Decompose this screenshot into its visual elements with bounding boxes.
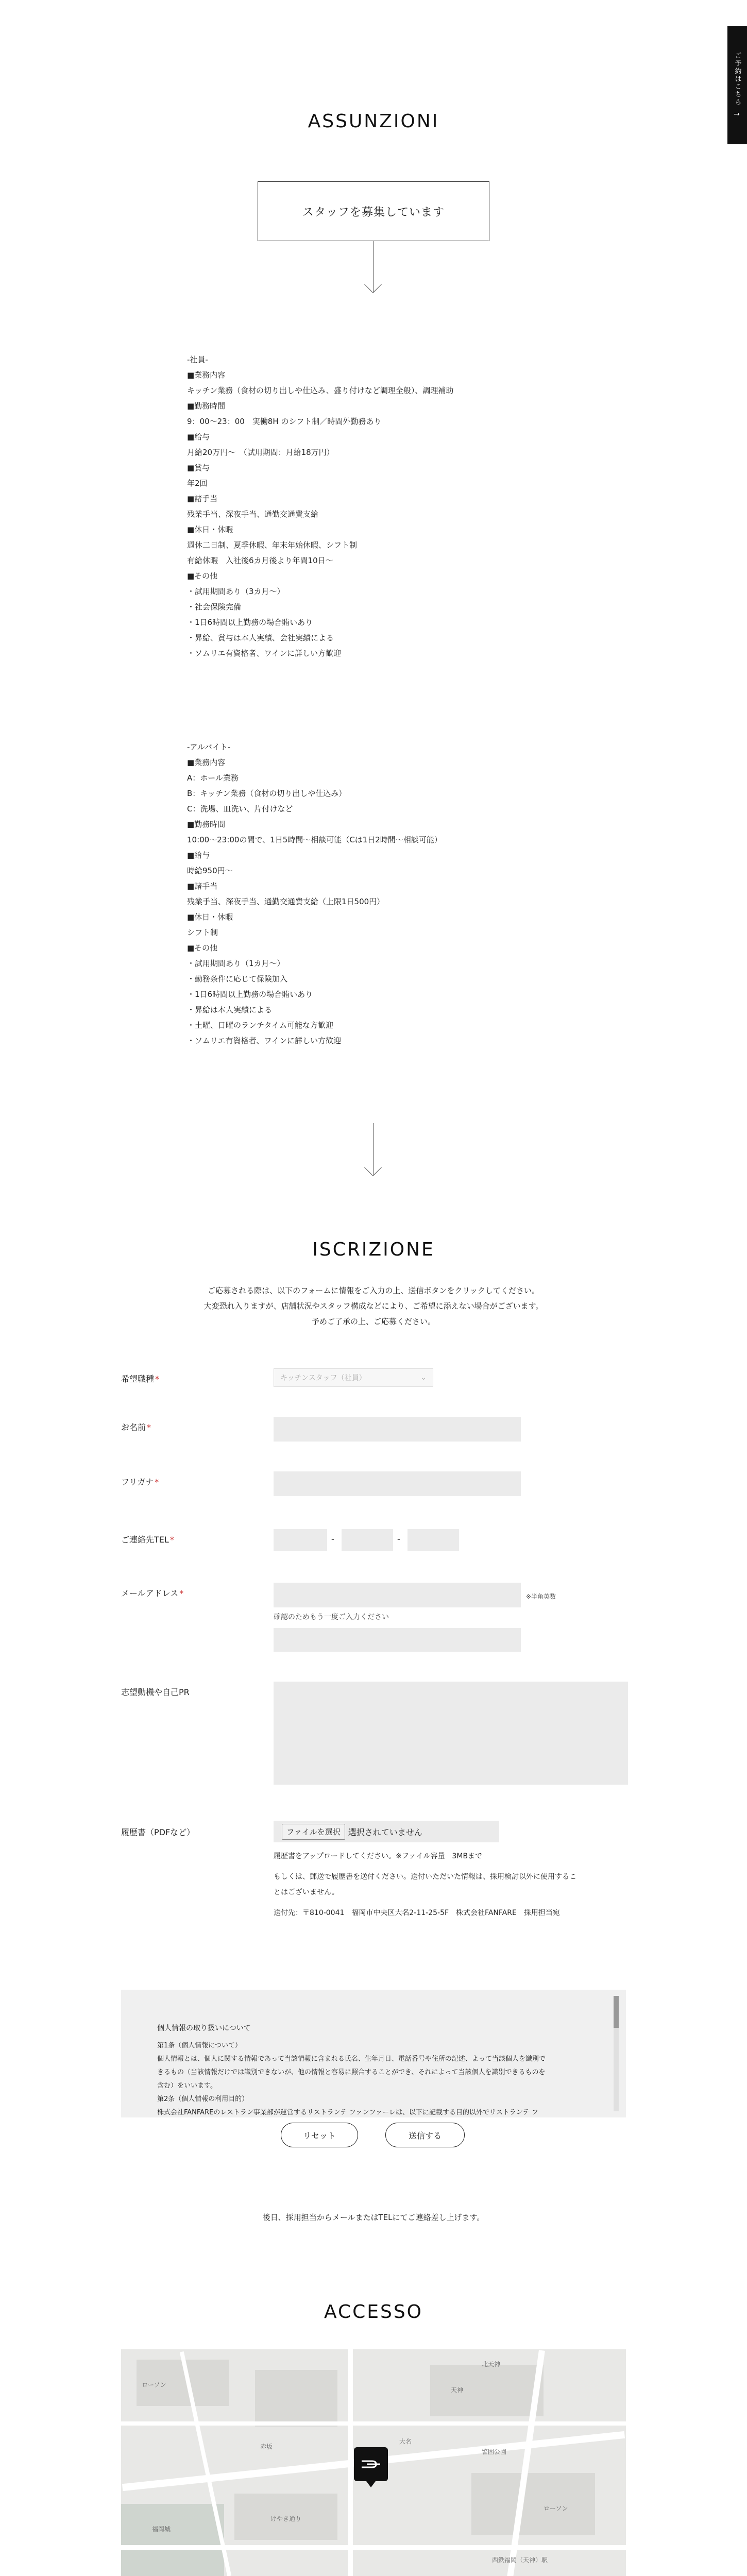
job-detail-line: 時給950円〜: [187, 866, 233, 875]
recruit-box: スタッフを募集しています: [258, 181, 489, 241]
tel-input-2[interactable]: [342, 1529, 393, 1551]
privacy-line: 個人情報の取り扱いについて: [157, 2024, 251, 2032]
map-road: [348, 2349, 353, 2576]
privacy-line: 株式会社FANFAREのレストラン事業部が運営するリストランテ ファンファーレは、以下に記載する目的以外でリストランテ フ: [157, 2109, 538, 2116]
chevron-down-icon: ⌄: [420, 1374, 427, 1382]
resume-label: 履歴書（PDFなど）: [121, 1827, 195, 1837]
resume-note: 履歴書をアップロードしてください。※ファイル容量 3MBまで: [274, 1852, 483, 1860]
job-detail-line: 有給休暇 入社後6カ月後より年間10日〜: [187, 556, 333, 565]
email-input[interactable]: [274, 1583, 521, 1607]
access-map[interactable]: [121, 2349, 626, 2576]
map-pin-icon[interactable]: [354, 2447, 388, 2481]
privacy-line: 含む）をいいます。: [157, 2082, 217, 2090]
job-detail-line: C：洗場、皿洗い、片付けなど: [187, 804, 293, 814]
map-label: 大名: [399, 2438, 412, 2445]
resume-note: 送付先：〒810-0041 福岡市中央区大名2-11-25-5F 株式会社FANFARE 採用担当宛: [274, 1909, 560, 1917]
job-detail-line: ■業務内容: [187, 758, 226, 767]
accesso-title: ACCESSO: [324, 2301, 423, 2323]
job-detail-line: 残業手当、深夜手当、通勤交通費支給（上限1日500円）: [187, 897, 385, 906]
job-detail-line: -アルバイト-: [187, 742, 231, 752]
job-detail-line: シフト制: [187, 928, 218, 937]
job-detail-line: ・土曜、日曜のランチタイム可能な方歓迎: [187, 1021, 333, 1030]
job-detail-line: ■賞与: [187, 463, 210, 472]
tel-dash: -: [331, 1534, 334, 1544]
job-detail-line: ■業務内容: [187, 370, 226, 380]
job-detail-line: A：ホール業務: [187, 773, 239, 783]
employee-job-details: [187, 352, 568, 661]
resume-note: もしくは、郵送で履歴書を送付ください。送付いただいた情報は、採用検討以外に使用するこ: [274, 1873, 576, 1881]
job-detail-line: B：キッチン業務（食材の切り出しや仕込み）: [187, 789, 347, 798]
kana-input[interactable]: [274, 1471, 521, 1496]
map-block: [255, 2370, 337, 2427]
pr-label: 志望動機や自己PR: [121, 1687, 190, 1697]
email-label: メールアドレス *: [121, 1588, 184, 1598]
resume-note: とはございません。: [274, 1888, 339, 1896]
job-detail-line: 週休二日制、夏季休暇、年末年始休暇、シフト制: [187, 540, 358, 550]
map-label: 赤坂: [260, 2443, 273, 2450]
job-detail-line: -社員-: [187, 355, 208, 364]
job-detail-line: 9：00〜23：00 実働8H のシフト制／時間外勤務あり: [187, 417, 382, 426]
map-label: 西鉄福岡（天神）駅: [492, 2556, 548, 2564]
map-label: ローソン: [142, 2381, 166, 2388]
job-detail-line: ・試用期間あり（3カ月〜）: [187, 587, 285, 596]
map-park: [121, 2504, 224, 2576]
job-detail-line: ■休日・休暇: [187, 912, 233, 922]
job-detail-line: ・昇給、賞与は本人実績、会社実績による: [187, 633, 334, 642]
resume-file-input[interactable]: [274, 1821, 499, 1842]
tel-input-1[interactable]: [274, 1529, 327, 1551]
reservation-tab-label: ご予約はこちら: [733, 52, 741, 106]
job-detail-line: 残業手当、深夜手当、通勤交通費支給: [187, 510, 319, 519]
job-detail-line: 10:00〜23:00の間で、1日5時間〜相談可能（Cは1日2時間〜相談可能）: [187, 835, 442, 844]
name-label: お名前 *: [121, 1422, 151, 1432]
job-detail-line: ・昇給は本人実績による: [187, 1005, 273, 1014]
map-label: ローソン: [544, 2505, 568, 2512]
scrollbar-thumb[interactable]: [614, 1996, 619, 2028]
email-confirm-input[interactable]: [274, 1628, 521, 1652]
name-input[interactable]: [274, 1417, 521, 1442]
job-detail-line: ■給与: [187, 432, 210, 442]
job-detail-line: ■休日・休暇: [187, 525, 233, 534]
map-label: 福岡城: [152, 2526, 171, 2533]
intro-line: 予めご了承の上、ご応募ください。: [311, 1317, 435, 1326]
job-detail-line: ・ソムリエ有資格者、ワインに詳しい方歓迎: [187, 1036, 342, 1045]
resume-notes: [274, 1849, 634, 1921]
job-detail-line: ■勤務時間: [187, 401, 226, 411]
job-detail-line: ■その他: [187, 571, 218, 581]
map-block: [471, 2473, 595, 2535]
tel-dash: -: [397, 1534, 400, 1544]
email-confirm-note: 確認のためもう一度ご入力ください: [274, 1613, 389, 1621]
privacy-line: きるもの（当該情報だけでは識別できないが、他の情報と容易に照合することができ、それによって当該個人を識別できるものを: [157, 2069, 546, 2076]
job-detail-line: ・1日6時間以上勤務の場合賄いあり: [187, 618, 313, 627]
position-select[interactable]: [274, 1368, 433, 1387]
intro-line: ご応募される際は、以下のフォームに情報をご入力の上、送信ボタンをクリックしてください。: [208, 1286, 539, 1295]
privacy-policy-box[interactable]: [121, 1990, 626, 2117]
job-detail-line: ■給与: [187, 851, 210, 860]
job-detail-line: ・1日6時間以上勤務の場合賄いあり: [187, 990, 313, 999]
map-block: [430, 2365, 544, 2416]
reset-button[interactable]: リセット: [281, 2123, 358, 2147]
parttime-job-details: [187, 739, 568, 1048]
job-detail-line: ・勤務条件に応じて保険加入: [187, 974, 288, 984]
position-label: 希望職種 *: [121, 1374, 160, 1384]
file-status: 選択されていません: [348, 1827, 422, 1837]
job-detail-line: ・ソムリエ有資格者、ワインに詳しい方歓迎: [187, 649, 342, 658]
fork-logo-icon: [361, 2456, 381, 2472]
tel-input-3[interactable]: [408, 1529, 459, 1551]
map-label: 北天神: [482, 2361, 501, 2368]
submit-button[interactable]: 送信する: [385, 2123, 465, 2147]
kana-label: フリガナ *: [121, 1477, 159, 1487]
job-detail-line: 月給20万円〜 （試用期間：月給18万円）: [187, 448, 334, 457]
application-intro: [0, 1283, 747, 1329]
choose-file-button[interactable]: ファイルを選択: [282, 1824, 345, 1840]
map-label: 警固公園: [482, 2448, 507, 2455]
job-detail-line: ・試用期間あり（1カ月〜）: [187, 959, 285, 968]
job-detail-line: ■諸手当: [187, 494, 218, 503]
arrow-right-icon: →: [734, 110, 741, 118]
job-detail-line: ・社会保険完備: [187, 602, 242, 612]
tel-label: ご連絡先TEL *: [121, 1535, 174, 1545]
assunzioni-title: ASSUNZIONI: [308, 111, 439, 132]
after-submit-note: 後日、採用担当からメールまたはTELにてご連絡差し上げます。: [262, 2213, 485, 2222]
map-label: けやき通り: [270, 2515, 302, 2522]
privacy-line: 個人情報とは、個人に関する情報であって当該情報に含まれる氏名、生年月日、電話番号や住所の記述、よって当該個人を識別で: [157, 2055, 546, 2063]
chevron-down-icon: [364, 1159, 382, 1176]
map-road: [121, 2545, 626, 2550]
chevron-down-icon: [364, 276, 382, 293]
job-detail-line: キッチン業務（食材の切り出しや仕込み、盛り付けなど調理全般）、調理補助: [187, 386, 454, 395]
privacy-line: 第1条（個人情報について）: [157, 2042, 242, 2049]
map-label: 天神: [451, 2386, 464, 2394]
half-width-note: ※半角英数: [526, 1593, 556, 1600]
job-detail-line: ■その他: [187, 943, 218, 953]
job-detail-line: ■勤務時間: [187, 820, 226, 829]
pr-textarea[interactable]: [274, 1682, 628, 1785]
intro-line: 大変恐れ入りますが、店舗状況やスタッフ構成などにより、ご希望に添えない場合がございます。: [203, 1301, 544, 1311]
job-detail-line: 年2回: [187, 479, 208, 488]
privacy-policy-text: [157, 2022, 590, 2117]
privacy-line: 第2条（個人情報の利用目的）: [157, 2095, 249, 2103]
job-detail-line: ■諸手当: [187, 882, 218, 891]
iscrizione-title: ISCRIZIONE: [312, 1239, 435, 1260]
position-select-value: キッチンスタッフ（社員）: [280, 1374, 366, 1382]
